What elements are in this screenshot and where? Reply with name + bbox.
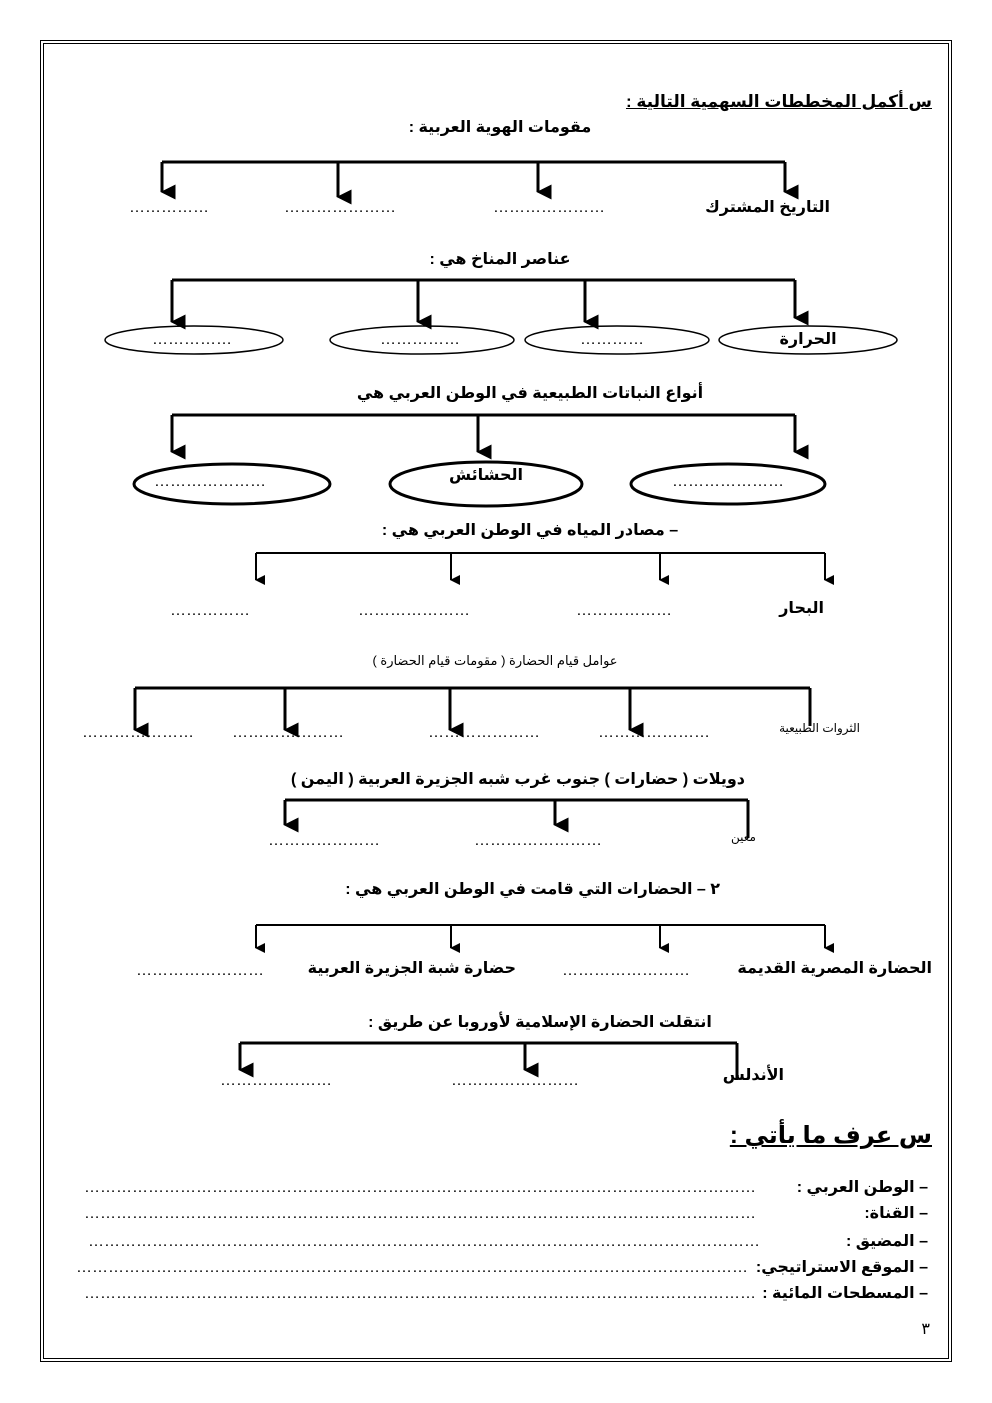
diagram-4-item-4: …………… xyxy=(170,602,250,619)
diagram-2-item-4: …………… xyxy=(152,331,232,348)
definition-term-4: – الموقع الاستراتيجي: xyxy=(755,1259,928,1276)
diagram-1-connectors xyxy=(162,162,785,197)
diagram-3-item-2: الحشائش xyxy=(449,467,523,484)
definition-fill-4: ……………………………………………………………………………………………………………… xyxy=(76,1260,748,1276)
definition-term-3: – المضيق : xyxy=(845,1233,928,1250)
definition-fill-5: ……………………………………………………………………………………………………………… xyxy=(84,1286,756,1302)
definition-fill-2: ……………………………………………………………………………………………………………… xyxy=(84,1206,756,1222)
diagram-4-item-2: ……………… xyxy=(576,602,672,619)
diagram-5-item-1: الثروات الطبيعية xyxy=(779,721,860,735)
diagram-6-heading: دويلات ( حضارات ) جنوب غرب شبه الجزيرة العربية ( اليمن ) xyxy=(290,771,746,788)
diagram-1-item-3: ………………… xyxy=(284,199,396,216)
diagram-1-item-2: ………………… xyxy=(493,199,605,216)
definition-term-1: – الوطن العربي : xyxy=(796,1179,928,1196)
diagram-7-item-1: الحضارة المصرية القديمة xyxy=(737,960,932,977)
definition-term-2: – القناة: xyxy=(864,1205,928,1222)
diagram-3-item-1: ………………… xyxy=(672,473,784,490)
diagram-8-item-2: …………………… xyxy=(451,1072,579,1089)
diagram-5-item-3: ………………… xyxy=(428,724,540,741)
diagram-3-connectors xyxy=(172,415,795,452)
diagram-4-item-3: ………………… xyxy=(358,602,470,619)
diagram-5-item-4: ………………… xyxy=(232,724,344,741)
diagram-7-connectors xyxy=(256,925,825,948)
diagram-1-item-4: …………… xyxy=(129,199,209,216)
diagram-4-heading: – مصادر المياه في الوطن العربي هي : xyxy=(381,522,679,539)
diagram-2-connectors xyxy=(172,280,795,322)
diagram-4-item-1: البحار xyxy=(779,600,824,617)
diagram-1-item-1: التاريخ المشترك xyxy=(705,199,830,216)
diagram-2-item-2: ………… xyxy=(580,331,644,348)
diagram-7-item-2: …………………… xyxy=(562,962,690,979)
diagram-5-item-2: ………………… xyxy=(598,724,710,741)
diagram-7-item-3: حضارة شبة الجزيرة العربية xyxy=(307,960,516,977)
question-2-title: س عرف ما يأتي : xyxy=(729,1122,932,1149)
diagram-5-item-5: ………………… xyxy=(82,724,194,741)
diagram-3-item-3: ………………… xyxy=(154,473,266,490)
diagram-8-item-1: الأندلس xyxy=(722,1067,784,1084)
diagram-8-item-3: ………………… xyxy=(220,1072,332,1089)
diagram-7-heading: ٢ – الحضارات التي قامت في الوطن العربي هي : xyxy=(345,881,720,898)
question-1-title: س أكمل المخططات السهمية التالية : xyxy=(625,92,932,111)
diagram-1-heading: مقومات الهوية العربية : xyxy=(408,119,592,136)
diagram-2-heading: عناصر المناخ هي : xyxy=(429,251,571,268)
diagram-6-item-1: معين xyxy=(731,830,756,844)
diagram-3-heading: أنواع النباتات الطبيعية في الوطن العربي هي xyxy=(356,385,704,402)
definition-fill-1: ……………………………………………………………………………………………………………… xyxy=(84,1180,756,1196)
definition-fill-3: ……………………………………………………………………………………………………………… xyxy=(88,1234,760,1250)
diagram-5-heading: عوامل قيام الحضارة ( مقومات قيام الحضارة ) xyxy=(372,653,618,668)
definition-term-5: – المسطحات المائية : xyxy=(762,1285,928,1302)
diagram-2-item-3: …………… xyxy=(380,331,460,348)
diagram-6-item-3: ………………… xyxy=(268,832,380,849)
diagram-2-item-1: الحرارة xyxy=(779,331,837,348)
page-number: ٣ xyxy=(921,1321,930,1338)
diagram-7-item-4: …………………… xyxy=(136,962,264,979)
diagram-8-heading: انتقلت الحضارة الإسلامية لأوروبا عن طريق : xyxy=(368,1014,712,1031)
diagram-6-item-2: …………………… xyxy=(474,832,602,849)
diagram-4-connectors xyxy=(256,553,825,580)
